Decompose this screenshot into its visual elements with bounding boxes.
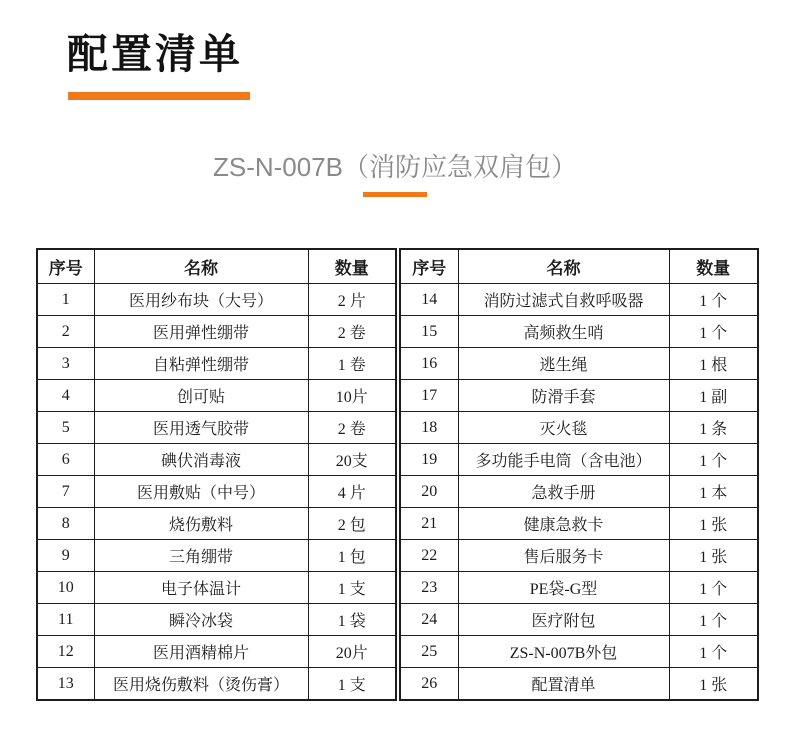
table-row	[400, 412, 758, 444]
row-index: 10	[37, 572, 94, 604]
table-row	[37, 380, 396, 412]
item-qty: 10片	[308, 380, 396, 412]
item-name: 急救手册	[458, 476, 669, 508]
table-row	[37, 636, 396, 668]
item-name: 售后服务卡	[458, 540, 669, 572]
item-name: 医用弹性绷带	[94, 316, 308, 348]
table-row	[37, 540, 396, 572]
item-name: 消防过滤式自救呼吸器	[458, 284, 669, 316]
table-row	[37, 348, 396, 380]
item-name: 烧伤敷料	[94, 508, 308, 540]
item-name: 自粘弹性绷带	[94, 348, 308, 380]
table-row	[400, 668, 758, 701]
table-row	[37, 572, 396, 604]
table-row	[400, 540, 758, 572]
column-header-index: 序号	[37, 249, 94, 284]
row-index: 24	[400, 604, 458, 636]
item-qty: 1 个	[669, 636, 758, 668]
table-row	[37, 284, 396, 316]
row-index: 14	[400, 284, 458, 316]
packing-list-table-right	[399, 248, 759, 701]
table-header-row	[400, 249, 758, 284]
row-index: 13	[37, 668, 94, 701]
table-row	[37, 604, 396, 636]
row-index: 20	[400, 476, 458, 508]
item-qty: 1 张	[669, 540, 758, 572]
item-qty: 1 卷	[308, 348, 396, 380]
item-name: 健康急救卡	[458, 508, 669, 540]
item-name: 医用酒精棉片	[94, 636, 308, 668]
table-row	[400, 284, 758, 316]
item-name: 多功能手电筒（含电池）	[458, 444, 669, 476]
item-name: 电子体温计	[94, 572, 308, 604]
row-index: 22	[400, 540, 458, 572]
subtitle-underline	[363, 192, 427, 197]
row-index: 1	[37, 284, 94, 316]
item-qty: 1 条	[669, 412, 758, 444]
table-row	[400, 476, 758, 508]
item-qty: 20片	[308, 636, 396, 668]
item-qty: 1 支	[308, 668, 396, 701]
item-name: 逃生绳	[458, 348, 669, 380]
row-index: 6	[37, 444, 94, 476]
table-body-left	[37, 284, 396, 701]
item-qty: 1 个	[669, 284, 758, 316]
item-name: 灭火毯	[458, 412, 669, 444]
table-row	[400, 604, 758, 636]
item-qty: 1 个	[669, 604, 758, 636]
item-qty: 1 张	[669, 508, 758, 540]
item-name: 创可贴	[94, 380, 308, 412]
row-index: 8	[37, 508, 94, 540]
packing-list-tables	[36, 248, 759, 701]
item-qty: 1 支	[308, 572, 396, 604]
table-row	[400, 348, 758, 380]
item-name: 瞬冷冰袋	[94, 604, 308, 636]
item-qty: 2 卷	[308, 412, 396, 444]
title-underline	[68, 92, 250, 100]
row-index: 21	[400, 508, 458, 540]
table-row	[400, 636, 758, 668]
row-index: 7	[37, 476, 94, 508]
item-name: 医用烧伤敷料（烫伤膏）	[94, 668, 308, 701]
item-name: 医用纱布块（大号）	[94, 284, 308, 316]
column-header-qty: 数量	[669, 249, 758, 284]
column-header-index: 序号	[400, 249, 458, 284]
item-qty: 2 包	[308, 508, 396, 540]
table-row	[37, 476, 396, 508]
table-row	[400, 508, 758, 540]
item-name: 防滑手套	[458, 380, 669, 412]
table-row	[400, 380, 758, 412]
item-qty: 20支	[308, 444, 396, 476]
row-index: 23	[400, 572, 458, 604]
row-index: 25	[400, 636, 458, 668]
item-qty: 1 个	[669, 572, 758, 604]
item-name: 医用透气胶带	[94, 412, 308, 444]
row-index: 19	[400, 444, 458, 476]
row-index: 11	[37, 604, 94, 636]
item-name: 配置清单	[458, 668, 669, 701]
item-qty: 2 片	[308, 284, 396, 316]
item-qty: 1 袋	[308, 604, 396, 636]
item-qty: 1 副	[669, 380, 758, 412]
packing-list-table-left	[36, 248, 397, 701]
item-name: 医疗附包	[458, 604, 669, 636]
item-qty: 2 卷	[308, 316, 396, 348]
row-index: 9	[37, 540, 94, 572]
item-name: 碘伏消毒液	[94, 444, 308, 476]
row-index: 17	[400, 380, 458, 412]
row-index: 5	[37, 412, 94, 444]
item-qty: 1 本	[669, 476, 758, 508]
row-index: 12	[37, 636, 94, 668]
item-qty: 4 片	[308, 476, 396, 508]
item-qty: 1 包	[308, 540, 396, 572]
row-index: 26	[400, 668, 458, 701]
table-row	[400, 444, 758, 476]
table-body-right	[400, 284, 758, 701]
table-row	[37, 444, 396, 476]
table-header-row	[37, 249, 396, 284]
item-name: 三角绷带	[94, 540, 308, 572]
column-header-qty: 数量	[308, 249, 396, 284]
row-index: 4	[37, 380, 94, 412]
item-name: 高频救生哨	[458, 316, 669, 348]
table-row	[400, 572, 758, 604]
item-name: PE袋-G型	[458, 572, 669, 604]
item-qty: 1 个	[669, 444, 758, 476]
item-qty: 1 根	[669, 348, 758, 380]
row-index: 15	[400, 316, 458, 348]
table-row	[400, 316, 758, 348]
column-header-name: 名称	[458, 249, 669, 284]
row-index: 3	[37, 348, 94, 380]
product-model-subtitle: ZS-N-007B（消防应急双肩包）	[212, 152, 578, 182]
row-index: 16	[400, 348, 458, 380]
page-title: 配置清单	[67, 31, 243, 77]
table-row	[37, 668, 396, 701]
item-qty: 1 个	[669, 316, 758, 348]
item-name: 医用敷贴（中号）	[94, 476, 308, 508]
table-row	[37, 508, 396, 540]
table-row	[37, 316, 396, 348]
table-row	[37, 412, 396, 444]
item-name: ZS-N-007B外包	[458, 636, 669, 668]
row-index: 2	[37, 316, 94, 348]
item-qty: 1 张	[669, 668, 758, 701]
row-index: 18	[400, 412, 458, 444]
column-header-name: 名称	[94, 249, 308, 284]
